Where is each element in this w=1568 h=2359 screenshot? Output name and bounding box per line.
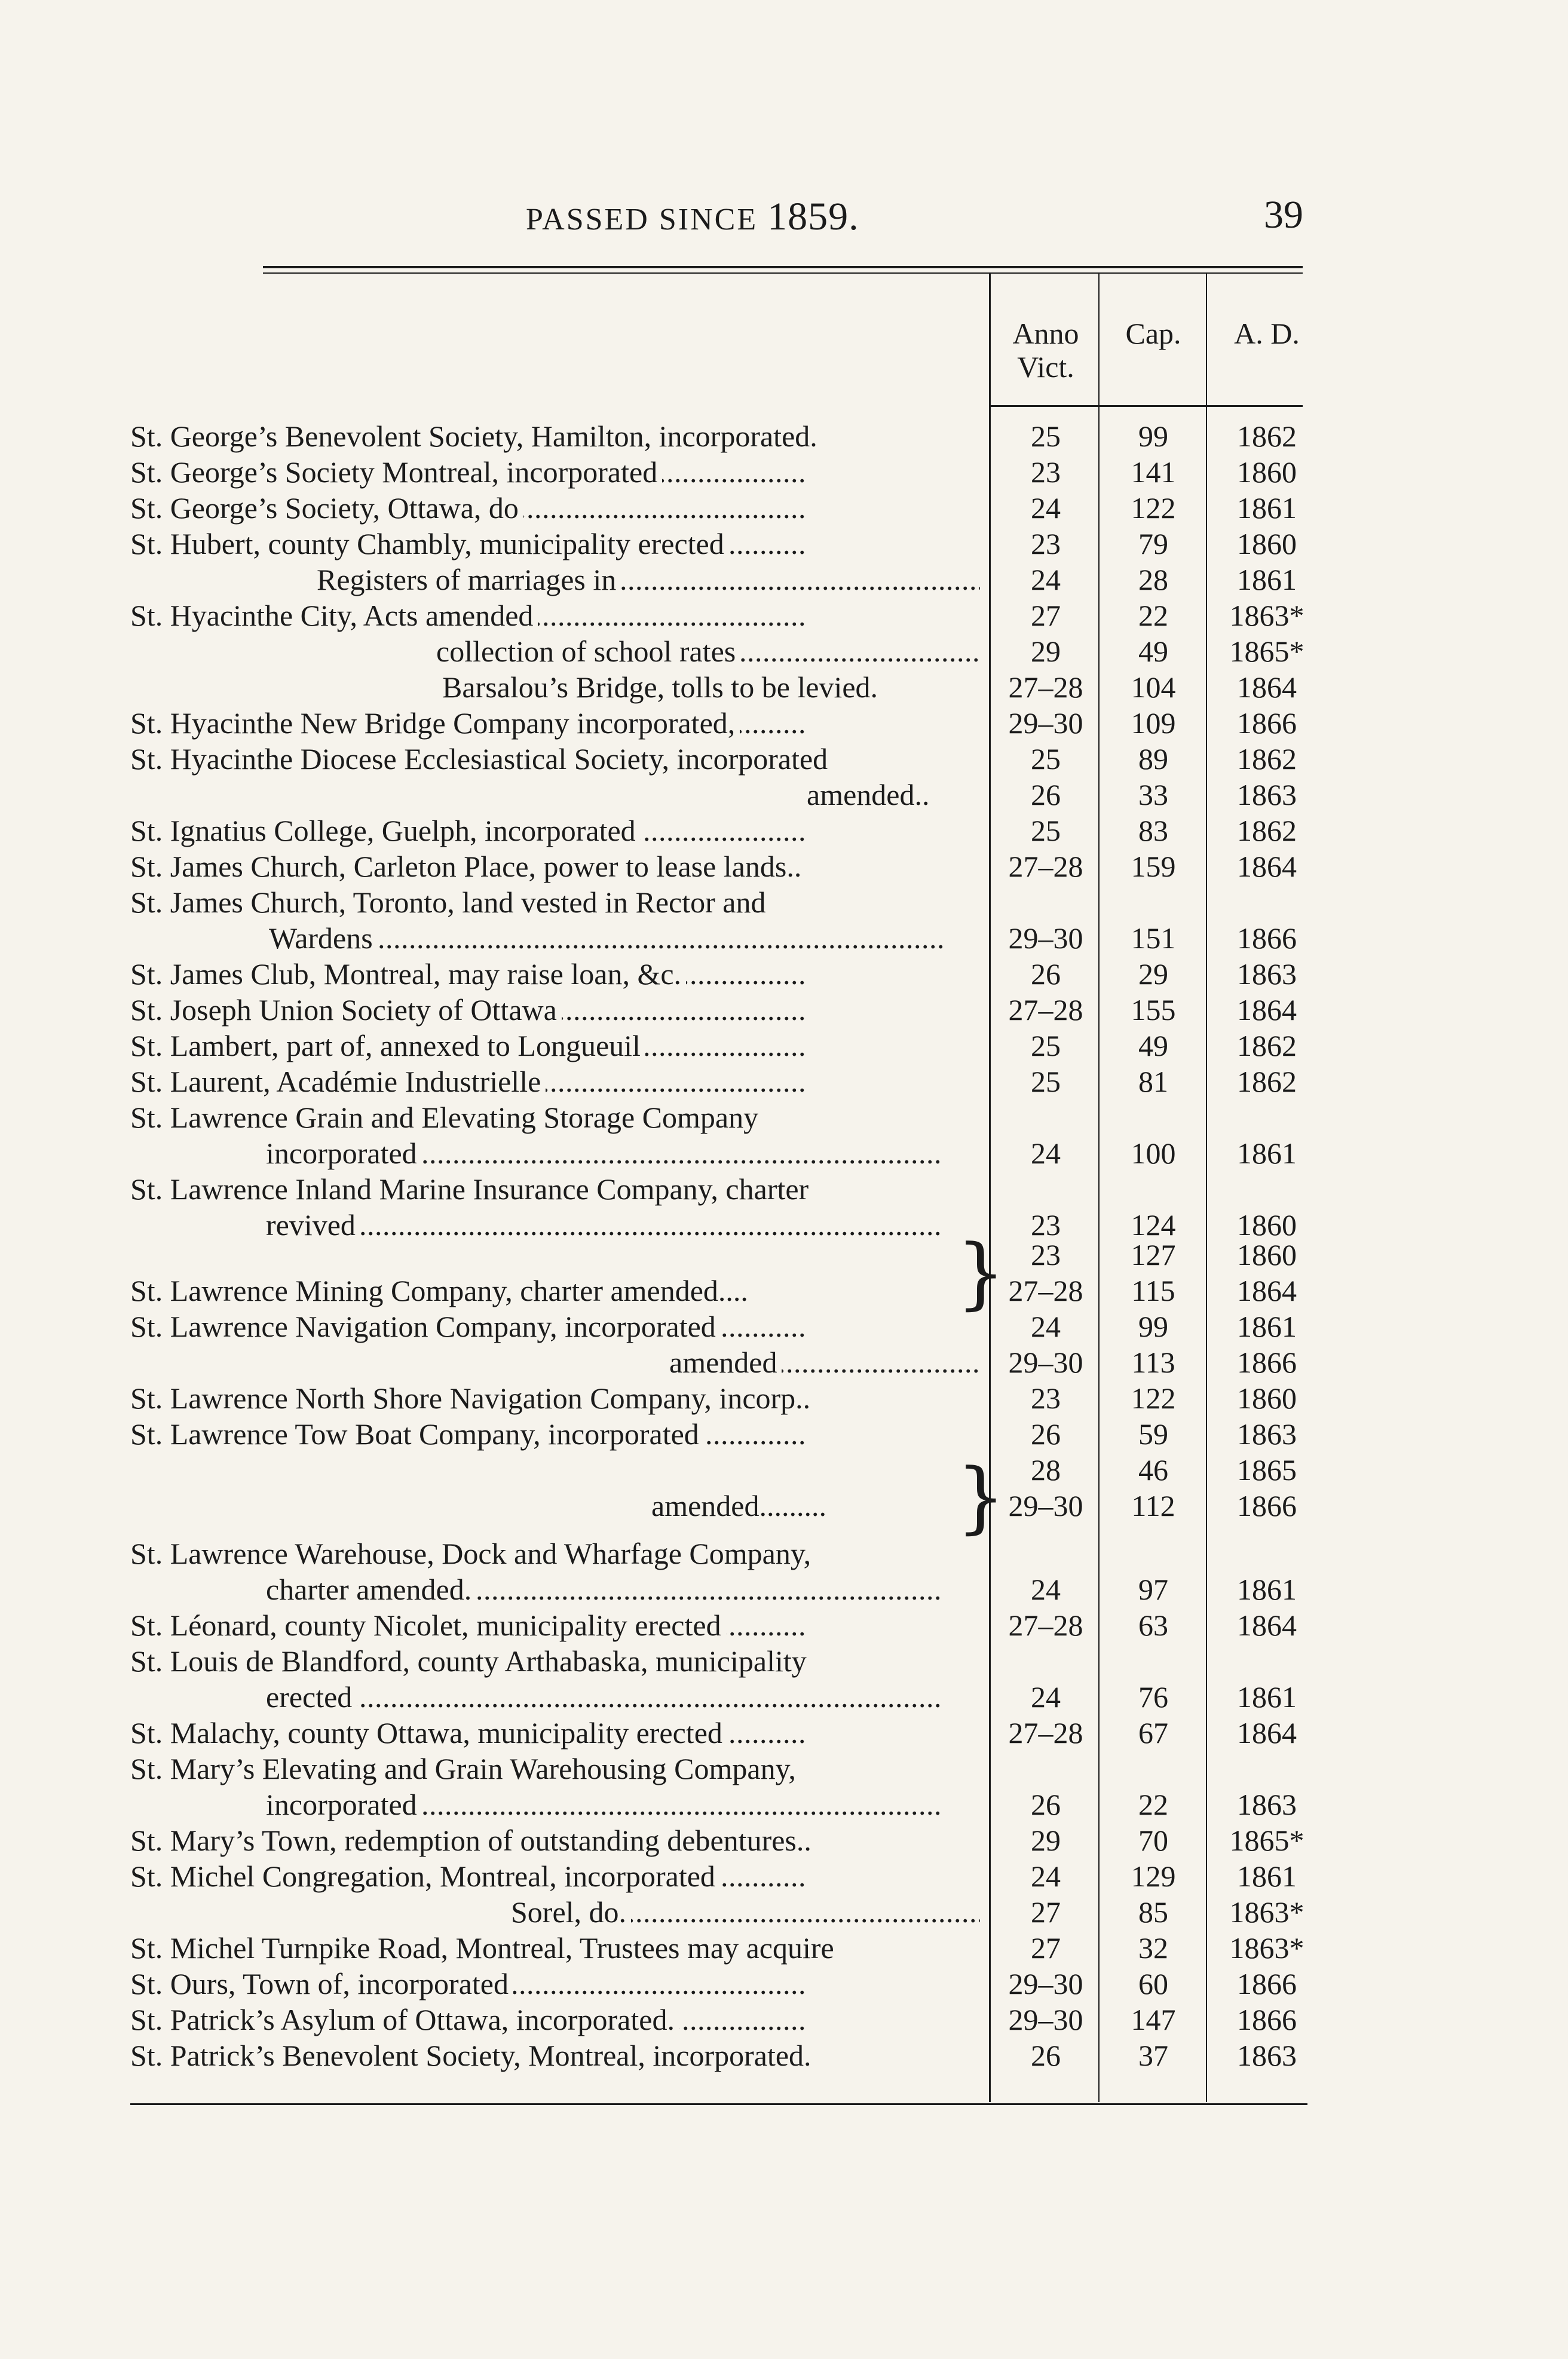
anno-value: 29–30 <box>1008 1346 1083 1379</box>
anno-value: 25 <box>1031 814 1061 847</box>
entry-description <box>511 1894 980 1930</box>
table-row <box>0 1028 1568 1064</box>
ad-value: 1863* <box>1229 1931 1304 1965</box>
entry-text: Wardens <box>269 921 378 955</box>
ad-value: 1865 <box>1237 1453 1297 1487</box>
entry-text: St. Lawrence Inland Marine Insurance Company, charter <box>130 1172 813 1206</box>
entry-text: St. Patrick’s Asylum of Ottawa, incorporated. <box>130 2003 679 2036</box>
entry-text: St. Lawrence Navigation Company, incorporated <box>130 1310 721 1343</box>
entry-description <box>130 526 980 562</box>
entry-description <box>130 1380 980 1416</box>
anno-value: 24 <box>1031 1680 1061 1714</box>
anno-value: 26 <box>1031 2039 1061 2072</box>
table-row <box>0 598 1568 633</box>
anno-value: 24 <box>1031 1573 1061 1606</box>
entry-text: St. Patrick’s Benevolent Society, Montreal, incorporated. <box>130 2039 816 2072</box>
anno-value: 26 <box>1031 957 1061 991</box>
entry-description <box>130 956 980 992</box>
cap-value: 46 <box>1138 1453 1168 1487</box>
ad-value: 1863 <box>1237 778 1297 811</box>
anno-value: 24 <box>1031 1859 1061 1893</box>
table-row <box>0 1894 1568 1930</box>
cap-value: 81 <box>1138 1065 1168 1098</box>
entry-text: St. Louis de Blandford, county Arthabaska, municipality <box>130 1644 811 1678</box>
entry-text: St. Laurent, Académie Industrielle <box>130 1065 546 1098</box>
brace-towboat: } <box>956 1451 1006 1542</box>
table-row <box>0 992 1568 1028</box>
entry-text: amended.. <box>807 778 934 811</box>
table-row <box>0 633 1568 669</box>
entry-text: collection of school rates <box>436 635 740 668</box>
ad-value: 1860 <box>1237 527 1297 560</box>
cap-value: 79 <box>1138 527 1168 560</box>
cap-value: 37 <box>1138 2039 1168 2072</box>
entry-description <box>317 562 980 598</box>
cap-value: 33 <box>1138 778 1168 811</box>
ad-value: 1865* <box>1229 635 1304 668</box>
entry-text: St. George’s Society Montreal, incorporated <box>130 455 662 489</box>
cap-value: 89 <box>1138 742 1168 776</box>
ad-value: 1865* <box>1229 1824 1304 1857</box>
cap-value: 112 <box>1131 1489 1175 1522</box>
entry-description <box>442 669 980 705</box>
ad-value: 1863* <box>1229 599 1304 632</box>
cap-value: 122 <box>1131 491 1176 525</box>
cap-value: 113 <box>1131 1346 1175 1379</box>
entry-text: St. Hyacinthe Diocese Ecclesiastical Society, incorporated <box>130 742 832 776</box>
cap-value: 67 <box>1138 1716 1168 1750</box>
table-row <box>0 848 1568 884</box>
column-header-cap: Cap. <box>1125 317 1181 350</box>
brace-mining: } <box>956 1227 1006 1318</box>
table-row <box>0 1171 1568 1207</box>
entry-text: amended......... <box>651 1489 831 1522</box>
entry-text: St. Joseph Union Society of Ottawa <box>130 993 562 1027</box>
page-number: 39 <box>1264 193 1303 237</box>
anno-value: 27–28 <box>1008 1609 1083 1642</box>
anno-value: 25 <box>1031 1029 1061 1062</box>
entry-text: St. Lawrence North Shore Navigation Company, incorp.. <box>130 1381 815 1415</box>
running-header <box>526 194 859 240</box>
entry-text: St. Hyacinthe New Bridge Company incorporated, <box>130 706 740 740</box>
table-row <box>0 1571 1568 1607</box>
table-row <box>0 1930 1568 1966</box>
entry-text: St. Hubert, county Chambly, municipality erected <box>130 527 729 560</box>
entry-description <box>130 1822 980 1858</box>
entry-description <box>130 741 980 777</box>
cap-value: 97 <box>1138 1573 1168 1606</box>
anno-value: 27–28 <box>1008 993 1083 1027</box>
ad-value: 1864 <box>1237 670 1297 704</box>
entry-description <box>130 1028 980 1064</box>
cap-value: 100 <box>1131 1136 1176 1170</box>
entry-description <box>130 1966 980 2002</box>
entry-description <box>130 884 980 920</box>
table-row <box>0 741 1568 777</box>
cap-value: 70 <box>1138 1824 1168 1857</box>
entry-text: incorporated <box>266 1136 422 1170</box>
table-row <box>0 920 1568 956</box>
table-row <box>0 1858 1568 1894</box>
cap-value: 32 <box>1138 1931 1168 1965</box>
table-row <box>0 1344 1568 1380</box>
table-row <box>0 1135 1568 1171</box>
ad-value: 1866 <box>1237 1489 1297 1522</box>
entry-text: St. George’s Society, Ottawa, do <box>130 491 523 525</box>
cap-value: 109 <box>1131 706 1176 740</box>
entry-text <box>130 1238 135 1272</box>
anno-value: 25 <box>1031 742 1061 776</box>
entry-text <box>130 1453 135 1487</box>
ad-value: 1860 <box>1237 455 1297 489</box>
entry-description <box>130 2002 980 2038</box>
cap-value: 59 <box>1138 1417 1168 1451</box>
entry-description <box>266 1787 980 1822</box>
table-row <box>0 1488 1568 1524</box>
cap-value: 22 <box>1138 1788 1168 1821</box>
header-year: 1859. <box>767 195 859 238</box>
ad-value: 1861 <box>1237 1310 1297 1343</box>
table-row <box>0 1380 1568 1416</box>
table-row <box>0 418 1568 454</box>
entry-description <box>130 1452 980 1488</box>
column-header-vict-label: Vict. <box>1017 350 1074 384</box>
cap-value: 83 <box>1138 814 1168 847</box>
entry-text: St. James Club, Montreal, may raise loan, &c. <box>130 957 686 991</box>
anno-value: 24 <box>1031 491 1061 525</box>
ad-value: 1864 <box>1237 1716 1297 1750</box>
entry-text: St. Michel Turnpike Road, Montreal, Trustees may acquire <box>130 1931 839 1965</box>
table-row <box>0 562 1568 598</box>
anno-value: 27 <box>1031 1895 1061 1929</box>
entry-description <box>436 633 980 669</box>
ad-value: 1860 <box>1237 1381 1297 1415</box>
ad-value: 1862 <box>1237 742 1297 776</box>
anno-value: 23 <box>1031 1381 1061 1415</box>
cap-value: 28 <box>1138 563 1168 596</box>
anno-value: 29–30 <box>1008 921 1083 955</box>
entry-description <box>130 418 980 454</box>
ad-value: 1862 <box>1237 419 1297 453</box>
column-header-ad: A. D. <box>1234 317 1300 350</box>
cap-value: 141 <box>1131 455 1176 489</box>
entry-text: St. Mary’s Elevating and Grain Warehousing Company, <box>130 1752 801 1785</box>
ad-value: 1862 <box>1237 1029 1297 1062</box>
table-row <box>0 1309 1568 1344</box>
entry-text: St. Léonard, county Nicolet, municipality erected <box>130 1609 726 1642</box>
entry-text: St. James Church, Carleton Place, power to lease lands.. <box>130 850 806 883</box>
column-header-rule <box>989 405 1303 407</box>
entry-description <box>130 598 980 633</box>
ad-value: 1860 <box>1237 1238 1297 1272</box>
entry-description <box>266 1679 980 1715</box>
table-row <box>0 1064 1568 1099</box>
anno-value: 23 <box>1031 1208 1061 1242</box>
table-row <box>0 2002 1568 2038</box>
anno-value: 27–28 <box>1008 850 1083 883</box>
entry-description <box>130 1416 980 1452</box>
entry-description <box>130 1099 980 1135</box>
table-row <box>0 1237 1568 1273</box>
entry-text: Barsalou’s Bridge, tolls to be levied. <box>442 670 883 704</box>
ad-value: 1864 <box>1237 993 1297 1027</box>
ad-value: 1860 <box>1237 1208 1297 1242</box>
cap-value: 115 <box>1131 1274 1175 1307</box>
cap-value: 49 <box>1138 635 1168 668</box>
cap-value: 29 <box>1138 957 1168 991</box>
cap-value: 99 <box>1138 1310 1168 1343</box>
cap-value: 49 <box>1138 1029 1168 1062</box>
anno-value: 26 <box>1031 778 1061 811</box>
entry-description <box>130 1607 980 1643</box>
ad-value: 1866 <box>1237 921 1297 955</box>
header-title: PASSED SINCE <box>526 203 758 237</box>
ad-value: 1861 <box>1237 1859 1297 1893</box>
ad-value: 1866 <box>1237 1346 1297 1379</box>
anno-value: 29–30 <box>1008 1967 1083 2000</box>
entry-description <box>130 1171 980 1207</box>
entry-text: St. Lawrence Grain and Elevating Storage Company <box>130 1101 763 1134</box>
entry-text: St. Hyacinthe City, Acts amended <box>130 599 538 632</box>
anno-value: 23 <box>1031 527 1061 560</box>
cap-value: 104 <box>1131 670 1176 704</box>
entry-description <box>130 454 980 490</box>
table-row <box>0 2038 1568 2073</box>
anno-value: 27–28 <box>1008 1274 1083 1307</box>
anno-value: 29–30 <box>1008 706 1083 740</box>
entry-text: St. Malachy, county Ottawa, municipality erected <box>130 1716 727 1750</box>
header-rule-top <box>263 266 1303 268</box>
entry-description <box>130 1715 980 1751</box>
table-row <box>0 884 1568 920</box>
anno-value: 29–30 <box>1008 2003 1083 2036</box>
anno-value: 23 <box>1031 455 1061 489</box>
anno-value: 24 <box>1031 1136 1061 1170</box>
entry-text: amended <box>669 1346 782 1379</box>
table-row <box>0 1099 1568 1135</box>
ad-value: 1861 <box>1237 563 1297 596</box>
anno-value: 29–30 <box>1008 1489 1083 1522</box>
table-row <box>0 1416 1568 1452</box>
entry-text: St. Ours, Town of, incorporated <box>130 1967 513 2000</box>
ad-value: 1862 <box>1237 1065 1297 1098</box>
entry-description <box>266 1135 980 1171</box>
anno-value: 28 <box>1031 1453 1061 1487</box>
entry-text: revived <box>266 1208 360 1242</box>
ad-value: 1863 <box>1237 957 1297 991</box>
entry-description <box>130 2038 980 2073</box>
entry-description <box>130 490 980 526</box>
table-row <box>0 526 1568 562</box>
entry-text: St. Mary’s Town, redemption of outstanding debentures.. <box>130 1824 816 1857</box>
ad-value: 1863* <box>1229 1895 1304 1929</box>
cap-value: 127 <box>1131 1238 1176 1272</box>
cap-value: 124 <box>1131 1208 1176 1242</box>
ad-value: 1861 <box>1237 1136 1297 1170</box>
anno-value: 24 <box>1031 1310 1061 1343</box>
table-row <box>0 1679 1568 1715</box>
anno-value: 26 <box>1031 1417 1061 1451</box>
entry-description <box>130 1237 980 1273</box>
column-header-anno-label: Anno <box>1012 317 1079 350</box>
table-row <box>0 705 1568 741</box>
column-header-anno <box>992 317 1100 384</box>
entry-description <box>130 1643 980 1679</box>
entry-description <box>266 1571 980 1607</box>
table-row <box>0 1822 1568 1858</box>
table-row <box>0 1643 1568 1679</box>
cap-value: 99 <box>1138 419 1168 453</box>
entry-text: St. Lawrence Mining Company, charter amended.... <box>130 1274 753 1307</box>
table-row <box>0 1452 1568 1488</box>
table-row <box>0 777 1568 813</box>
entry-text: Registers of marriages in <box>317 563 621 596</box>
cap-value: 63 <box>1138 1609 1168 1642</box>
ad-value: 1864 <box>1237 1609 1297 1642</box>
ad-value: 1863 <box>1237 1417 1297 1451</box>
entry-description <box>130 992 980 1028</box>
ad-value: 1861 <box>1237 491 1297 525</box>
entry-text: St. Michel Congregation, Montreal, incorporated <box>130 1859 720 1893</box>
entry-description <box>807 777 980 813</box>
entry-text: St. Lawrence Tow Boat Company, incorporated <box>130 1417 704 1451</box>
cap-value: 159 <box>1131 850 1176 883</box>
entry-description <box>669 1344 980 1380</box>
entry-description <box>651 1488 980 1524</box>
entry-description <box>130 1858 980 1894</box>
ad-value: 1863 <box>1237 2039 1297 2072</box>
cap-value: 85 <box>1138 1895 1168 1929</box>
entry-description <box>130 705 980 741</box>
ad-value: 1861 <box>1237 1573 1297 1606</box>
table-row <box>0 813 1568 848</box>
anno-value: 27 <box>1031 599 1061 632</box>
table-row <box>0 1966 1568 2002</box>
entry-description <box>130 1309 980 1344</box>
table-row <box>0 669 1568 705</box>
table-row <box>0 956 1568 992</box>
entry-text: Sorel, do. <box>511 1895 631 1929</box>
ad-value: 1864 <box>1237 850 1297 883</box>
ad-value: 1863 <box>1237 1788 1297 1821</box>
anno-value: 29 <box>1031 635 1061 668</box>
entry-description <box>130 1064 980 1099</box>
anno-value: 25 <box>1031 1065 1061 1098</box>
entry-text: charter amended. <box>266 1573 476 1606</box>
anno-value: 24 <box>1031 563 1061 596</box>
entry-description <box>130 1273 980 1309</box>
table-row <box>0 454 1568 490</box>
ad-value: 1864 <box>1237 1274 1297 1307</box>
anno-value: 29 <box>1031 1824 1061 1857</box>
cap-value: 122 <box>1131 1381 1176 1415</box>
anno-value: 26 <box>1031 1788 1061 1821</box>
table-row <box>0 1536 1568 1571</box>
cap-value: 155 <box>1131 993 1176 1027</box>
table-row <box>0 490 1568 526</box>
table-row <box>0 1715 1568 1751</box>
entry-text: St. Lambert, part of, annexed to Longueuil <box>130 1029 645 1062</box>
header-rule-bottom <box>263 272 1303 274</box>
entry-text: incorporated <box>266 1788 422 1821</box>
entry-description <box>130 1930 980 1966</box>
ad-value: 1866 <box>1237 1967 1297 2000</box>
table-row <box>0 1751 1568 1787</box>
anno-value: 25 <box>1031 419 1061 453</box>
entry-description <box>130 1536 980 1571</box>
cap-value: 60 <box>1138 1967 1168 2000</box>
entry-text: St. Ignatius College, Guelph, incorporated <box>130 814 641 847</box>
cap-value: 129 <box>1131 1859 1176 1893</box>
cap-value: 151 <box>1131 921 1176 955</box>
entry-description <box>130 848 980 884</box>
anno-value: 27–28 <box>1008 670 1083 704</box>
entry-description <box>130 1751 980 1787</box>
entry-text: erected <box>266 1680 357 1714</box>
table-row <box>0 1787 1568 1822</box>
ad-value: 1862 <box>1237 814 1297 847</box>
ad-value: 1866 <box>1237 706 1297 740</box>
footer-rule <box>130 2103 1307 2105</box>
anno-value: 23 <box>1031 1238 1061 1272</box>
table-row <box>0 1273 1568 1309</box>
entry-text: St. George’s Benevolent Society, Hamilton, incorporated. <box>130 419 822 453</box>
cap-value: 76 <box>1138 1680 1168 1714</box>
cap-value: 22 <box>1138 599 1168 632</box>
table-row <box>0 1607 1568 1643</box>
ad-value: 1861 <box>1237 1680 1297 1714</box>
anno-value: 27–28 <box>1008 1716 1083 1750</box>
ad-value: 1866 <box>1237 2003 1297 2036</box>
entry-text: St. Lawrence Warehouse, Dock and Wharfage Company, <box>130 1537 816 1570</box>
entry-description <box>269 920 980 956</box>
cap-value: 147 <box>1131 2003 1176 2036</box>
entry-description <box>130 813 980 848</box>
entry-text: St. James Church, Toronto, land vested in Rector and <box>130 886 770 919</box>
anno-value: 27 <box>1031 1931 1061 1965</box>
